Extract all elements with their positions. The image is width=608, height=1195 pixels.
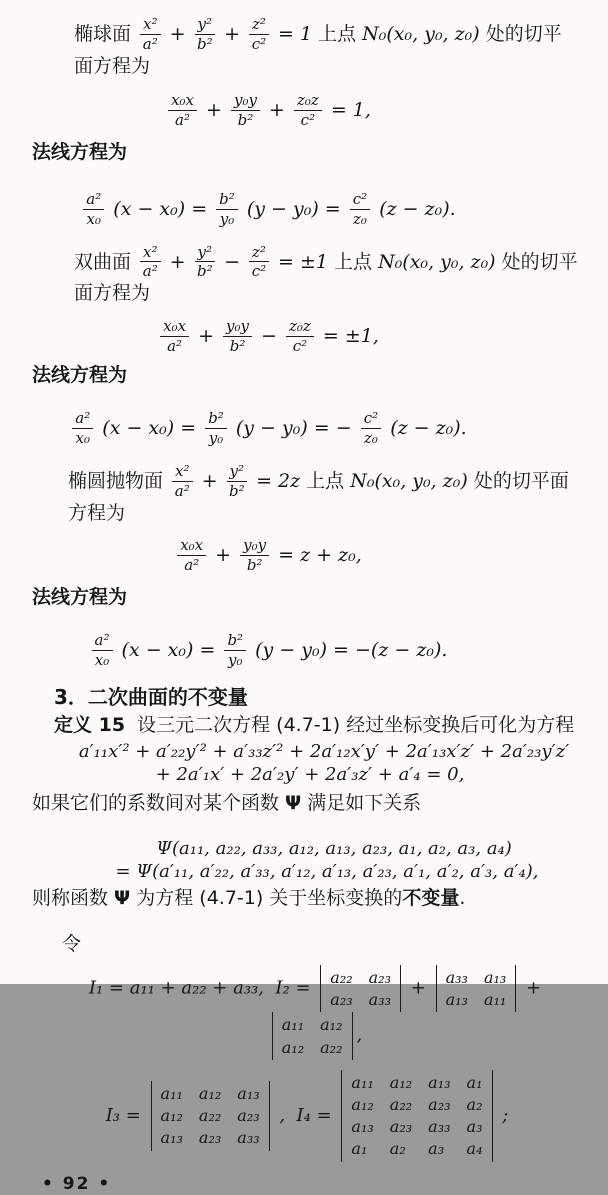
numerator: x₀x (177, 537, 206, 556)
equation-transformed-line2 (28, 764, 580, 787)
numerator: b² (224, 632, 246, 651)
normal-label-text: 法线方程为 (32, 364, 128, 387)
denominator: b² (237, 111, 254, 130)
determinant-cell: a₂₂ (330, 968, 353, 988)
fraction (72, 410, 93, 447)
determinant-cell: a₁ (351, 1139, 368, 1159)
determinant (320, 965, 401, 1012)
fraction (223, 318, 252, 355)
equation-normal-hyperboloid (28, 408, 580, 449)
determinant-cell: a₁₃ (237, 1083, 260, 1103)
numerator: z² (249, 244, 269, 263)
determinant-cell: a₂₃ (198, 1128, 222, 1148)
denominator: a² (174, 481, 190, 500)
equation-transformed-line1 (28, 741, 580, 764)
determinant-cell: a₁₁ (351, 1072, 374, 1092)
denominator: y₀ (228, 650, 243, 669)
denominator: c² (292, 336, 308, 355)
determinant-cell: a₃₃ (237, 1128, 260, 1148)
math-run: + (209, 544, 238, 567)
math-run: + (200, 99, 228, 122)
numerator: a² (83, 191, 104, 210)
normal-equation-label-2 (32, 364, 580, 406)
numerator: y₀y (223, 318, 252, 337)
para-definition-15 (54, 714, 580, 738)
math-run: (x − x₀) = (96, 417, 203, 440)
text-run: 则称函数 (32, 887, 115, 910)
fraction (227, 463, 248, 500)
determinant-cell: a₁₂ (281, 1037, 305, 1057)
fraction (177, 537, 206, 574)
equation-tangent-ellipsoid (28, 90, 580, 131)
determinant-cell: a₁₂ (389, 1072, 413, 1092)
math-run: + (195, 469, 224, 492)
text-run: . (459, 887, 466, 910)
equation-psi-line2 (28, 861, 580, 884)
bold-text-run: Ψ (114, 887, 131, 910)
math-run: (y − y₀) = (240, 197, 347, 220)
equation-tangent-paraboloid (28, 535, 580, 576)
text-run: 处的切平面方程为 (74, 22, 562, 77)
fraction (172, 463, 192, 500)
determinant-cell: a₂₃ (389, 1117, 413, 1137)
denominator: a² (167, 336, 183, 355)
math-run: , I₄ = (273, 1104, 338, 1126)
denominator: a² (184, 556, 200, 575)
para-invariant-conclusion (32, 887, 580, 929)
math-run: (y − y₀) = −(z − z₀). (249, 638, 448, 661)
fraction (92, 632, 113, 669)
let-line (62, 933, 580, 957)
denominator: z₀ (353, 209, 367, 228)
denominator: b² (246, 556, 263, 575)
determinant-cell: a₂ (466, 1095, 483, 1115)
fraction (195, 16, 216, 53)
fraction (168, 92, 197, 129)
para-ellipsoid-tangent-plane (74, 14, 580, 78)
numerator: a² (92, 632, 113, 651)
denominator: a² (142, 34, 158, 53)
math-run: (z − z₀). (384, 417, 467, 440)
text-run: 如果它们的系数间对某个函数 (32, 792, 286, 815)
normal-equation-label-3 (32, 586, 580, 628)
math-run: − (255, 324, 284, 347)
determinant-cell: a₁₂ (351, 1095, 374, 1115)
denominator: x₀ (94, 650, 110, 669)
numerator: y₀y (240, 537, 269, 556)
fraction (361, 410, 381, 447)
determinant-cell: a₁₁ (281, 1015, 305, 1035)
determinant-cell: a₃ (428, 1139, 445, 1159)
numerator: y² (195, 244, 216, 263)
numerator: z² (249, 16, 269, 35)
fraction (140, 244, 160, 281)
fraction (195, 244, 216, 281)
determinant-cell: a₃ (466, 1117, 483, 1137)
fraction (224, 632, 246, 669)
let-text: 令 (62, 933, 82, 956)
equation-normal-ellipsoid (28, 189, 580, 230)
fraction (205, 410, 227, 447)
denominator: z₀ (363, 429, 378, 448)
determinant (436, 965, 517, 1012)
math-run: = 1 (271, 22, 313, 45)
numerator: x² (140, 16, 160, 35)
math-run: + (163, 22, 192, 45)
denominator: x₀ (75, 429, 91, 448)
determinant-cell: a₁₃ (160, 1128, 183, 1148)
equation-normal-paraboloid (28, 630, 580, 671)
determinant-cell: a₁₂ (198, 1083, 222, 1103)
determinant-cell: a₁₁ (160, 1083, 183, 1103)
math-run: a′₁₁x′² + a′₂₂y′² + a′₃₃z′² + 2a′₁₂x′y′ + 2a′₁₃x′z′ + 2a′₂₃y′z′ (78, 741, 570, 763)
determinant-cell: a₁ (466, 1072, 483, 1092)
math-run: I₃ = (105, 1104, 147, 1126)
numerator: c² (361, 410, 381, 429)
numerator: b² (205, 410, 227, 429)
math-run: ; (496, 1104, 509, 1126)
text-run: 椭球面 (74, 22, 138, 45)
para-paraboloid-tangent-plane (68, 461, 580, 525)
determinant-cell: a₂₃ (368, 968, 392, 988)
numerator: a² (72, 410, 93, 429)
denominator: a² (175, 111, 191, 130)
section-heading-invariants: 3．二次曲面的不变量 (54, 684, 248, 709)
determinant-cell: a₁₃ (428, 1072, 451, 1092)
math-run: + (192, 324, 221, 347)
text-run: 处的切平面方程为 (74, 250, 578, 305)
numerator: z₀z (294, 92, 322, 111)
math-run: + (163, 250, 192, 273)
math-run: + (262, 99, 291, 122)
equation-psi-line1 (28, 838, 580, 861)
denominator: b² (229, 336, 246, 355)
determinant-cell: a₁₃ (445, 990, 468, 1010)
normal-label-text: 法线方程为 (32, 140, 128, 163)
bold-text-run: 不变量 (402, 887, 460, 910)
equation-invariants-i1-i2 (28, 965, 580, 1060)
determinant-cell: a₂₃ (428, 1095, 451, 1115)
math-run: + (405, 977, 432, 999)
determinant-cell: a₃₃ (445, 968, 468, 988)
determinant (341, 1070, 492, 1162)
denominator: b² (228, 481, 245, 500)
numerator: y² (195, 16, 216, 35)
math-run: = Ψ(a′₁₁, a′₂₂, a′₃₃, a′₁₂, a′₁₃, a′₂₃, a′₁, a′₂, a′₃, a′₄), (115, 860, 539, 882)
text-run: 设三元二次方程 (4.7-1) 经过坐标变换后可化为方程 (125, 713, 575, 736)
text-run: 处的切平面方程为 (68, 469, 569, 524)
determinant-cell: a₁₃ (483, 968, 507, 988)
math-run: (x − x₀) = (115, 638, 222, 661)
determinant-cell: a₁₂ (160, 1106, 183, 1126)
text-run: 上点 (312, 22, 363, 45)
bold-text-run: 定义 15 (54, 713, 126, 736)
denominator: c² (251, 262, 267, 281)
fraction (294, 92, 322, 129)
fraction (240, 537, 269, 574)
math-run: , (356, 1025, 363, 1047)
math-run: (x − x₀) = (107, 197, 214, 220)
bold-text-run: Ψ (285, 792, 302, 815)
equation-invariants-i3-i4 (28, 1070, 580, 1162)
normal-equation-label-1 (32, 141, 580, 183)
math-run: = 1, (324, 99, 371, 122)
math-run: − (218, 250, 247, 273)
math-run: + (218, 22, 247, 45)
denominator: b² (196, 34, 213, 53)
math-run: (y − y₀) = − (229, 417, 358, 440)
math-run: N₀(x₀, y₀, z₀) (362, 22, 480, 45)
fraction (286, 318, 314, 355)
determinant-cell: a₂₃ (237, 1106, 260, 1126)
math-run: Ψ(a₁₁, a₂₂, a₃₃, a₁₂, a₁₃, a₂₃, a₁, a₂, a₃, a₄) (156, 838, 512, 860)
math-run: + 2a′₁x′ + 2a′₂y′ + 2a′₃z′ + a′₄ = 0, (155, 763, 465, 785)
math-run: = ±1, (316, 324, 379, 347)
text-run: 满足如下关系 (301, 792, 422, 815)
math-run: N₀(x₀, y₀, z₀) (378, 250, 496, 273)
determinant (272, 1012, 353, 1059)
text-run: 椭圆抛物面 (68, 469, 170, 492)
numerator: x² (172, 463, 192, 482)
normal-label-text: 法线方程为 (32, 586, 128, 608)
math-run: I₁ = a₁₁ + a₂₂ + a₃₃, I₂ = (88, 977, 317, 999)
page-number: • 92 • (42, 1173, 112, 1194)
para-hyperboloid-tangent-plane (74, 242, 580, 306)
fraction (249, 244, 269, 281)
determinant-cell: a₄ (466, 1139, 483, 1159)
numerator: x₀x (160, 318, 189, 337)
denominator: c² (300, 111, 316, 130)
para-coefficient-relation (32, 792, 580, 834)
determinant-cell: a₂₂ (389, 1095, 413, 1115)
determinant-cell: a₃₃ (428, 1117, 451, 1137)
denominator: a² (142, 262, 158, 281)
denominator: b² (196, 262, 213, 281)
determinant (151, 1081, 270, 1151)
numerator: y₀y (231, 92, 260, 111)
text-run: 双曲面 (74, 250, 138, 273)
fraction (231, 92, 260, 129)
math-run: N₀(x₀, y₀, z₀) (350, 469, 468, 492)
text-run: 上点 (327, 250, 379, 273)
fraction (216, 191, 238, 228)
math-run: = ±1 (271, 250, 328, 273)
determinant-cell: a₁₂ (320, 1015, 343, 1035)
determinant-cell: a₂₂ (320, 1037, 343, 1057)
determinant-cell: a₂ (389, 1139, 406, 1159)
numerator: c² (350, 191, 370, 210)
numerator: x² (140, 244, 160, 263)
numerator: z₀z (286, 318, 314, 337)
math-run: = z + z₀, (272, 544, 362, 567)
numerator: b² (216, 191, 238, 210)
denominator: c² (251, 34, 267, 53)
denominator: y₀ (208, 429, 224, 448)
determinant-cell: a₃₃ (368, 990, 392, 1010)
numerator: x₀x (168, 92, 197, 111)
determinant-cell: a₁₁ (483, 990, 507, 1010)
numerator: y² (227, 463, 248, 482)
fraction (140, 16, 160, 53)
math-run: + (520, 977, 547, 999)
math-run: (z − z₀). (373, 197, 456, 220)
fraction (249, 16, 269, 53)
fraction (350, 191, 370, 228)
denominator: y₀ (219, 209, 235, 228)
text-run: 上点 (300, 469, 351, 492)
determinant-cell: a₂₃ (330, 990, 353, 1010)
determinant-cell: a₁₃ (351, 1117, 374, 1137)
equation-tangent-hyperboloid (28, 316, 580, 357)
fraction (160, 318, 189, 355)
math-run: = 2z (250, 469, 301, 492)
determinant-cell: a₂₂ (198, 1106, 222, 1126)
text-run: 为方程 (4.7-1) 关于坐标变换的 (130, 887, 403, 910)
denominator: x₀ (86, 209, 101, 228)
fraction (83, 191, 104, 228)
